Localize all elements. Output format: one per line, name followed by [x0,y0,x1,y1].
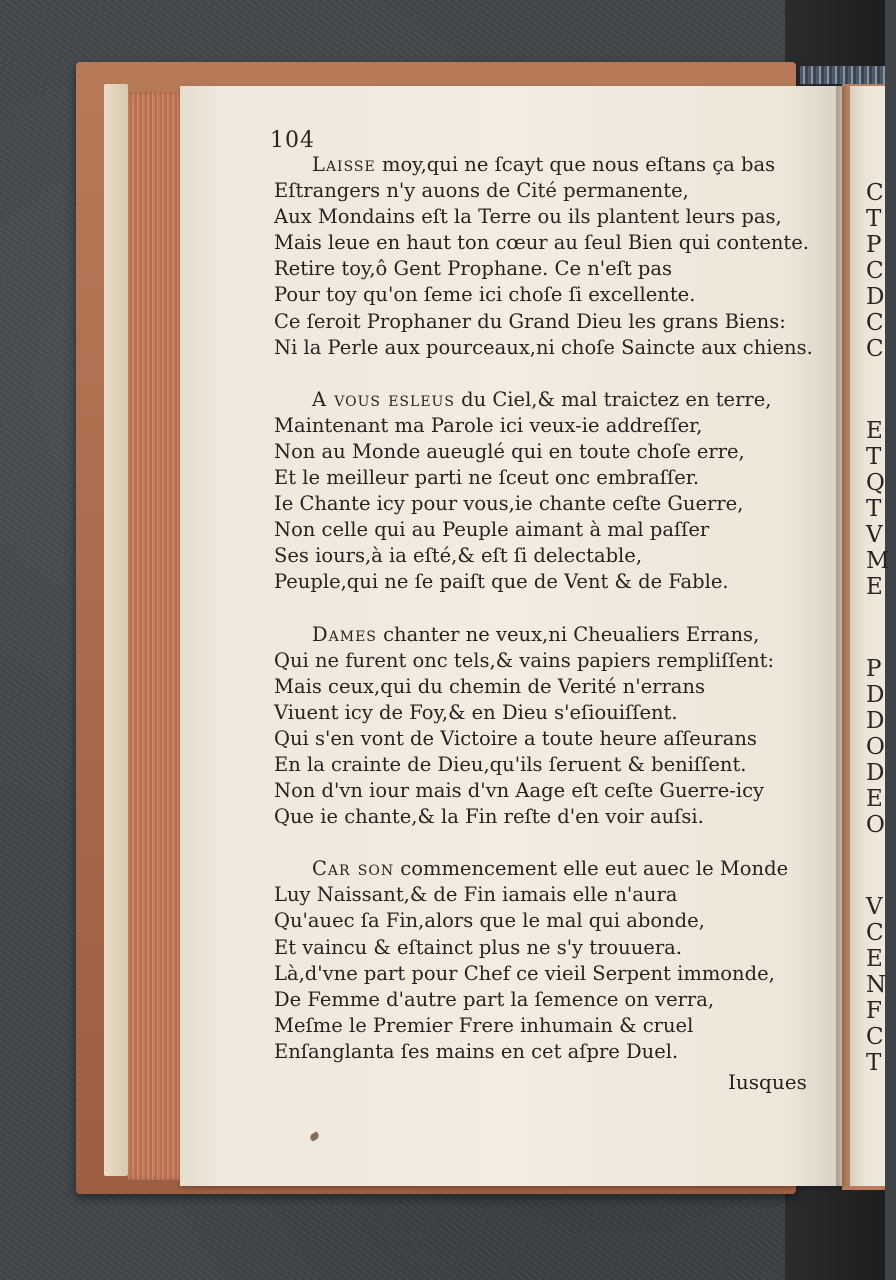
facing-letter: C [866,258,884,284]
facing-letter: E [866,418,883,444]
verse-line: Ie Chante icy pour vous,ie chante ceſte Guerre, [274,492,744,516]
facing-letter: P [866,656,882,682]
verse-line: De Femme d'autre part la ſemence on verra, [274,987,715,1011]
facing-letter: T [866,1050,882,1076]
verse-line: Que ie chante,& la Fin reſte d'en voir auſsi. [274,805,704,829]
line-text: moy,qui ne ſcayt que nous eſtans ça bas [375,153,776,176]
verse-line: Retire toy,ô Gent Prophane. Ce n'eſt pas [274,257,673,281]
stanza [274,856,834,1065]
verse-line: Qu'auec ſa Fin,alors que le mal qui abonde, [274,909,705,933]
line-text: du Ciel,& mal traictez en terre, [454,387,772,411]
facing-letter: D [866,284,885,310]
verse-line: Là,d'vne part pour Chef ce vieil Serpent immonde, [274,961,775,985]
spine-headband [800,66,885,84]
stanza-lead-word: A vous esleus [312,387,455,411]
verse-line: Ce ſeroit Prophaner du Grand Dieu les grans Biens: [274,309,786,333]
verse-line: Luy Naissant,& de Fin iamais elle n'aura [274,883,678,907]
verse-line: Mais leue en haut ton cœur au ſeul Bien qui contente. [274,231,810,255]
gutter-shadow [836,86,848,1186]
facing-letter: C [866,310,884,336]
verse-line: Qui ne furent onc tels,& vains papiers rempliſſent: [274,648,775,672]
facing-letter: F [866,998,882,1024]
pastedown-edge [104,84,128,1176]
verse-line: Non d'vn iour mais d'vn Aage eſt ceſte Guerre-icy [274,779,765,803]
facing-letter: V [866,894,883,920]
verse-line: Et le meilleur parti ne ſceut onc embraſſer. [274,466,700,490]
verse-line: Eſtrangers n'y auons de Cité permanente, [274,179,689,203]
facing-letter: E [866,946,883,972]
facing-letter: D [866,760,885,786]
facing-letter: Q [866,470,885,496]
facing-letter: M [866,548,890,574]
stanza-first-line [274,622,834,648]
facing-letter: D [866,708,885,734]
facing-letter: V [866,522,883,548]
verse-line: Ni la Perle aux pourceaux,ni choſe Saincte aux chiens. [274,335,813,359]
line-text: commencement elle eut auec le Monde [394,857,789,881]
verse-line: Qui s'en vont de Victoire a toute heure aſſeurans [274,726,757,750]
facing-letter: C [866,180,884,206]
stanza-first-line [274,387,834,413]
facing-letter: T [866,444,882,470]
stanza-lead-word: Laisse [312,153,376,176]
line-text: chanter ne veux,ni Cheualiers Errans, [376,622,760,646]
facing-letter: N [866,972,887,998]
catchword: Iusques [728,1070,807,1094]
facing-letter: C [866,920,884,946]
verse-line: En la crainte de Dieu,qu'ils ſeruent & beniſſent. [274,752,747,776]
stanza-first-line [274,856,834,882]
verse-line: Peuple,qui ne ſe paiſt que de Vent & de Fable. [274,570,729,594]
verse-line: Viuent icy de Foy,& en Dieu s'eſiouiſſent. [274,700,678,724]
verse-line: Ses iours,à ia eſté,& eſt ſi delectable, [274,544,643,568]
stanza [274,152,834,361]
facing-letter: T [866,496,882,522]
verse-line: Meſme le Premier Frere inhumain & cruel [274,1013,694,1037]
stanza [274,387,834,596]
verse-line: Non au Monde aueuglé qui en toute choſe erre, [274,439,745,463]
verse-line: Maintenant ma Parole ici veux-ie addreſſer, [274,413,703,437]
poem-text [274,152,834,1091]
facing-letter: O [866,734,885,760]
facing-letter: P [866,232,882,258]
facing-letter: E [866,574,883,600]
facing-letter: O [866,812,885,838]
verse-line: Et vaincu & eſtainct plus ne s'y trouuera. [274,935,682,959]
stanza-first-line [274,152,834,178]
facing-letter: T [866,206,882,232]
facing-letter: D [866,682,885,708]
stanza [274,622,834,831]
verse-line: Aux Mondains eſt la Terre ou ils plantent leurs pas, [274,205,782,229]
stanza-lead-word: Dames [312,622,377,646]
facing-letter: E [866,786,883,812]
facing-letter: C [866,336,884,362]
verse-line: Pour toy qu'on ſeme ici choſe ſi excellente. [274,283,696,307]
facing-letter: C [866,1024,884,1050]
page-number: 104 [270,128,315,153]
verse-line: Non celle qui au Peuple aimant à mal paſſer [274,518,710,542]
stanza-lead-word: Car son [312,857,395,881]
verse-line: Enſanglanta ſes mains en cet aſpre Duel. [274,1039,679,1063]
verse-line: Mais ceux,qui du chemin de Verité n'errans [274,674,705,698]
